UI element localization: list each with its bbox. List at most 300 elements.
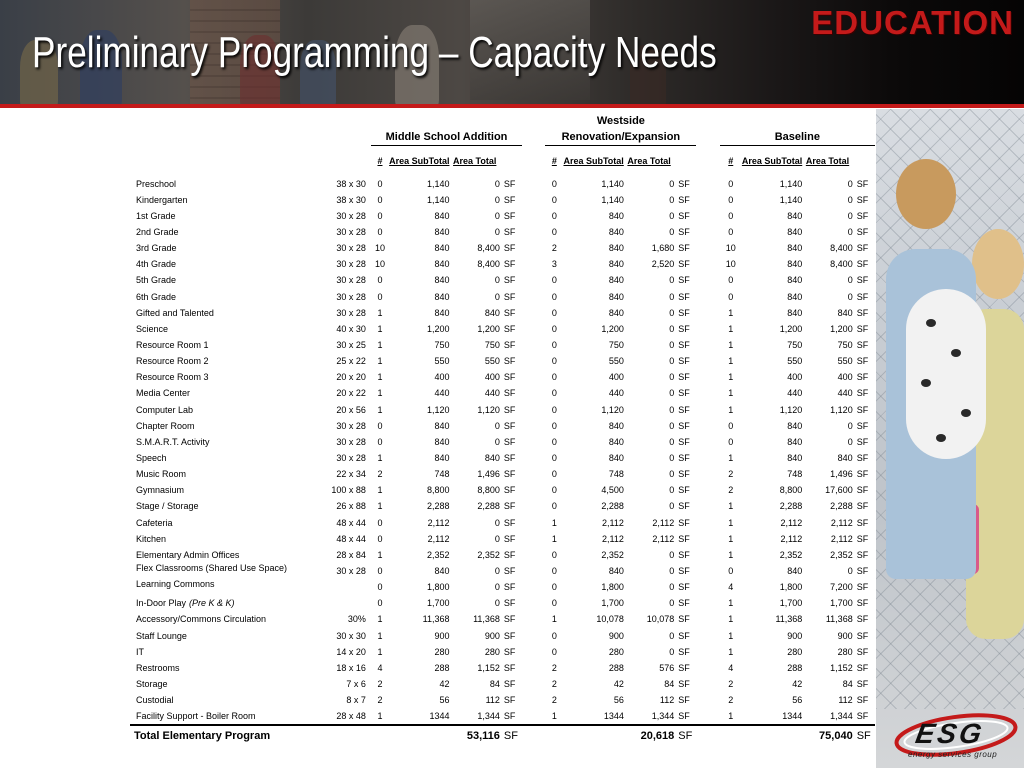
cell-area-total: 1,200 [477,323,500,334]
table-row [130,514,875,530]
col-header-area-subtotal: Area SubTotal [389,155,450,166]
cell-unit: SF [678,436,690,447]
cell-area-subtotal: 550 [608,356,624,367]
cell-area-total: 0 [669,323,675,334]
spacer [522,337,545,353]
cell-unit: SF [678,630,690,641]
cell-count: 1 [377,485,383,496]
cell-unit: SF [856,194,869,205]
table-body [130,176,875,726]
cell-unit: SF [856,695,869,706]
spacer [522,644,545,660]
cell-count: 0 [728,210,734,221]
cell-unit: SF [678,404,690,415]
cell-unit: SF [678,517,690,528]
total-unit: SF [674,725,696,745]
table-row [130,547,875,563]
spacer [696,369,719,385]
row-space-name [130,611,309,627]
cell-area-subtotal: 2,288 [601,501,624,512]
spacer [522,579,545,595]
cell-area-subtotal: 1,700 [779,598,803,609]
row-space-name [130,369,309,385]
row-room-size: 28 x 84 [336,549,366,560]
spacer [522,224,545,240]
total-baseline: 75,040 [802,725,852,745]
cell-unit: SF [856,339,869,350]
cell-unit: SF [503,388,516,399]
cell-count: 2 [551,662,557,673]
cell-area-subtotal: 840 [787,436,803,447]
cell-count: 0 [551,485,557,496]
cell-area-subtotal: 4,500 [601,485,624,496]
space-name-text: Stage / Storage [136,501,199,512]
spacer [522,563,545,579]
spacer [696,482,719,498]
spacer [522,385,545,401]
cell-area-total: 0 [669,630,675,641]
cell-area-subtotal: 1,140 [779,194,803,205]
cell-unit: SF [856,452,869,463]
row-space-name [130,224,309,240]
cell-area-total: 0 [669,356,675,367]
spacer [696,498,719,514]
cell-area-subtotal: 1,120 [779,404,803,415]
cell-unit: SF [856,533,869,544]
cell-count: 4 [377,662,383,673]
cell-unit: SF [678,372,690,383]
cell-area-subtotal: 1,140 [601,178,624,189]
space-name-text: Gymnasium [136,485,185,496]
cell-count: 1 [728,614,734,625]
cell-area-total: 0 [669,452,675,463]
cell-count: 10 [374,259,385,270]
total-unit: SF [500,725,522,745]
col-header-count: # [551,155,557,166]
cell-area-total: 84 [489,678,500,689]
table-row [130,192,875,208]
cell-count: 0 [551,194,557,205]
cell-count: 1 [377,614,383,625]
cell-area-subtotal: 1344 [782,711,803,722]
cell-count: 2 [551,695,557,706]
cell-area-total: 1,496 [830,469,853,480]
cell-count: 0 [551,582,557,593]
cell-count: 0 [377,178,383,189]
cell-area-total: 0 [669,210,675,221]
cell-unit: SF [503,565,516,576]
cell-area-total: 2,352 [830,549,853,560]
cell-area-subtotal: 56 [439,695,450,706]
cell-count: 1 [728,501,734,512]
space-name-text: Facility Support - Boiler Room [136,711,256,722]
cell-count: 0 [728,420,734,431]
cell-area-total: 0 [494,275,500,286]
row-space-name [130,466,309,482]
cell-area-total: 0 [847,178,853,189]
cell-unit: SF [856,630,869,641]
cell-area-subtotal: 400 [787,372,803,383]
spacer [522,288,545,304]
cell-area-total: 400 [484,372,500,383]
table-row [130,660,875,676]
cell-count: 0 [377,291,383,302]
cell-area-total: 0 [669,275,675,286]
cell-area-subtotal: 1,120 [427,404,450,415]
cell-area-subtotal: 280 [434,646,450,657]
row-room-size: 28 x 48 [336,711,366,722]
cell-count: 1 [551,614,557,625]
table-row [130,466,875,482]
row-space-name [130,401,309,417]
spacer [696,434,719,450]
cell-area-total: 11,368 [473,614,500,625]
row-space-name [130,176,309,192]
cell-count: 3 [551,259,557,270]
cell-unit: SF [856,243,869,254]
cell-count: 1 [377,452,383,463]
cell-area-subtotal: 900 [434,630,450,641]
cell-area-total: 0 [494,210,500,221]
spacer [696,660,719,676]
spacer [696,272,719,288]
spacer [522,353,545,369]
cell-count: 1 [377,711,383,722]
cell-area-total: 7,200 [830,582,853,593]
cell-area-total: 1,200 [830,323,853,334]
cell-area-total: 84 [842,678,853,689]
cell-count: 1 [728,646,734,657]
cell-area-subtotal: 440 [434,388,450,399]
cell-area-subtotal: 840 [608,243,624,254]
space-name-text: Preschool [136,178,177,189]
cell-area-subtotal: 2,112 [780,517,803,528]
spacer [522,418,545,434]
row-room-size: 30 x 28 [336,226,366,237]
cell-unit: SF [856,178,869,189]
cell-area-subtotal: 2,288 [427,501,450,512]
row-space-name [130,288,309,304]
row-space-name [130,353,309,369]
cell-count: 0 [551,356,557,367]
cell-area-subtotal: 1,140 [601,194,624,205]
spacer [522,176,545,192]
cell-area-total: 0 [494,517,500,528]
col-header-area-subtotal: Area SubTotal [563,155,624,166]
row-space-name [130,256,309,272]
cell-unit: SF [678,194,690,205]
group-header-westside-line1: Westside [596,115,645,127]
cell-area-total: 0 [494,194,500,205]
cell-count: 1 [728,630,734,641]
row-room-size: 26 x 88 [336,501,366,512]
cell-unit: SF [856,291,869,302]
spacer [522,692,545,708]
photo-child-head [972,229,1024,299]
cell-unit: SF [856,678,869,689]
cell-count: 1 [377,501,383,512]
cell-count: 0 [377,420,383,431]
spacer [522,531,545,547]
space-name-text: Storage [136,678,168,689]
table-row [130,353,875,369]
total-label: Total Elementary Program [130,725,309,745]
row-space-name [130,321,309,337]
cell-count: 0 [551,646,557,657]
cell-count: 2 [377,678,383,689]
cell-unit: SF [856,646,869,657]
cell-area-total: 0 [494,178,500,189]
cell-count: 1 [728,339,734,350]
cell-area-total: 0 [669,178,675,189]
cell-area-subtotal: 42 [439,678,450,689]
cell-area-total: 0 [669,372,675,383]
cell-area-subtotal: 750 [608,339,624,350]
cell-count: 2 [377,469,383,480]
cell-area-total: 0 [847,226,853,237]
space-name-text: Cafeteria [136,517,173,528]
row-space-name [130,385,309,401]
row-room-size: 30 x 28 [336,243,366,254]
spacer [696,208,719,224]
cell-count: 1 [551,533,557,544]
cell-area-subtotal: 2,112 [427,517,450,528]
table-row [130,531,875,547]
cell-area-subtotal: 840 [434,291,450,302]
cell-area-total: 440 [837,388,853,399]
cell-area-subtotal: 1,140 [427,194,450,205]
space-name-text: Gifted and Talented [136,307,214,318]
cell-count: 0 [377,598,383,609]
cell-area-total: 0 [494,565,500,576]
photo-spot [936,434,946,442]
row-space-name [130,531,309,547]
program-table-area [0,109,876,768]
cell-unit: SF [678,452,690,463]
cell-area-subtotal: 1,700 [427,598,450,609]
cell-unit: SF [678,485,690,496]
cell-count: 0 [377,226,383,237]
row-room-size: 14 x 20 [336,646,366,657]
cell-count: 10 [725,243,736,254]
cell-count: 1 [728,356,734,367]
cell-count: 0 [551,275,557,286]
cell-area-subtotal: 400 [608,372,624,383]
spacer [522,369,545,385]
spacer [522,547,545,563]
row-room-size: 38 x 30 [336,194,366,205]
cell-unit: SF [503,420,516,431]
cell-area-total: 0 [669,485,675,496]
cell-area-total: 0 [669,549,675,560]
cell-area-subtotal: 550 [787,356,803,367]
cell-area-subtotal: 288 [608,662,624,673]
cell-area-subtotal: 840 [608,291,624,302]
space-name-text: Resource Room 1 [136,339,209,350]
esg-logo-tagline: energy services group [908,750,998,759]
brand-word: EDUCATION [811,4,1014,41]
cell-area-total: 0 [494,598,500,609]
table-row [130,644,875,660]
cell-count: 0 [551,549,557,560]
cell-area-total: 400 [837,372,853,383]
cell-area-subtotal: 1,800 [601,582,624,593]
cell-unit: SF [678,469,690,480]
row-room-size [309,579,365,595]
cell-area-subtotal: 1,800 [779,582,803,593]
row-room-size: 7 x 6 [346,678,366,689]
cell-unit: SF [678,549,690,560]
cell-unit: SF [856,485,869,496]
cell-area-subtotal: 900 [608,630,624,641]
row-space-name [130,579,309,595]
spacer [696,385,719,401]
cell-area-subtotal: 1,140 [779,178,803,189]
row-space-name [130,498,309,514]
cell-area-total: 0 [669,404,675,415]
table-row [130,272,875,288]
row-space-name [130,708,309,725]
cell-count: 0 [551,388,557,399]
cell-unit: SF [678,695,690,706]
cell-area-subtotal: 840 [787,452,803,463]
cell-area-total: 8,400 [477,243,500,254]
cell-count: 1 [377,372,383,383]
cell-count: 1 [728,388,734,399]
table-row [130,708,875,725]
table-row [130,434,875,450]
spacer [696,466,719,482]
spacer [696,531,719,547]
cell-area-total: 900 [837,630,853,641]
cell-area-total: 0 [669,436,675,447]
cell-area-total: 750 [837,339,853,350]
cell-area-subtotal: 840 [434,436,450,447]
cell-count: 1 [377,549,383,560]
cell-area-subtotal: 840 [787,259,803,270]
cell-area-total: 112 [838,695,853,706]
spacer [696,579,719,595]
row-space-name [130,337,309,353]
cell-count: 1 [377,630,383,641]
space-name-text: 3rd Grade [136,243,177,254]
cell-count: 1 [728,307,734,318]
table-row [130,176,875,192]
space-name-text: Accessory/Commons Circulation [136,614,267,625]
cell-unit: SF [503,533,516,544]
spacer [522,466,545,482]
cell-area-subtotal: 2,352 [427,549,450,560]
spacer [696,595,719,611]
cell-unit: SF [503,711,516,722]
cell-count: 0 [377,436,383,447]
spacer [522,611,545,627]
cell-unit: SF [856,388,869,399]
cell-area-subtotal: 840 [434,210,450,221]
cell-area-subtotal: 840 [787,210,803,221]
cell-count: 1 [377,404,383,415]
cell-unit: SF [503,549,516,560]
spacer [696,644,719,660]
cell-area-total: 112 [485,695,500,706]
spacer [696,321,719,337]
cell-area-total: 550 [837,356,853,367]
cell-area-total: 1,680 [651,243,675,254]
cell-area-subtotal: 42 [613,678,624,689]
cell-unit: SF [678,420,690,431]
row-space-name [130,595,309,611]
cell-unit: SF [856,582,869,593]
cell-unit: SF [678,291,690,302]
cell-unit: SF [503,243,516,254]
cell-area-subtotal: 400 [434,372,450,383]
space-name-text: Science [136,323,169,334]
cell-area-total: 0 [847,194,853,205]
cell-count: 0 [728,436,734,447]
row-room-size: 48 x 44 [336,517,366,528]
cell-area-subtotal: 1344 [429,711,450,722]
cell-area-total: 0 [847,210,853,221]
cell-count: 10 [725,259,736,270]
cell-area-subtotal: 840 [787,565,803,576]
table-row [130,224,875,240]
row-space-name [130,563,309,579]
cell-area-total: 0 [669,469,675,480]
space-name-text: S.M.A.R.T. Activity [136,436,210,447]
cell-area-subtotal: 840 [434,275,450,286]
cell-area-subtotal: 840 [787,420,803,431]
cell-count: 0 [728,565,734,576]
cell-area-subtotal: 1,120 [601,404,624,415]
cell-area-total: 0 [669,598,675,609]
cell-area-total: 840 [837,452,853,463]
table-row [130,595,875,611]
spacer [696,611,719,627]
space-name-text: Media Center [136,388,191,399]
cell-area-total: 0 [669,388,675,399]
col-header-area-total: Area Total [453,155,497,166]
space-name-text: Flex Classrooms (Shared Use Space) [136,562,288,573]
total-row [130,725,875,745]
cell-area-total: 0 [669,307,675,318]
cell-count: 1 [377,307,383,318]
table-row [130,563,875,579]
cell-count: 0 [551,339,557,350]
cell-area-subtotal: 440 [787,388,803,399]
cell-count: 0 [728,178,734,189]
cell-count: 1 [377,646,383,657]
esg-logo [892,708,1022,766]
cell-count: 1 [728,323,734,334]
cell-count: 0 [551,420,557,431]
cell-unit: SF [503,646,516,657]
cell-count: 2 [728,695,734,706]
cell-area-total: 0 [847,291,853,302]
cell-area-total: 0 [494,420,500,431]
cell-count: 0 [551,501,557,512]
cell-unit: SF [856,614,869,625]
cell-count: 1 [728,517,734,528]
cell-area-total: 8,400 [830,243,853,254]
table-row [130,676,875,692]
spacer [522,676,545,692]
cell-area-total: 0 [494,533,500,544]
spacer [522,321,545,337]
table-row [130,305,875,321]
cell-area-subtotal: 748 [434,469,450,480]
space-name-text: Music Room [136,469,187,480]
spacer [522,192,545,208]
